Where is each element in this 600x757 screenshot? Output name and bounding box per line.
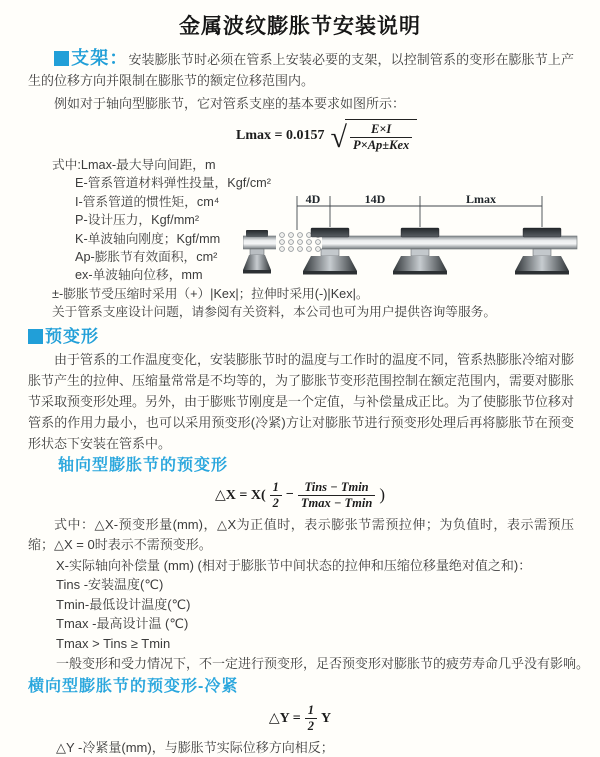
pipe-support-diagram xyxy=(243,190,598,295)
predeform-section-heading: 预变形 xyxy=(45,326,99,346)
section-marker-icon xyxy=(28,329,43,344)
dimension-label-4d: 4D xyxy=(305,192,321,206)
axial-parameter-line: Tmin-最低设计温度(℃) xyxy=(56,596,191,612)
page-title: 金属波纹膨胀节安装说明 xyxy=(179,15,421,38)
dimension-label-lmax: Lmax xyxy=(466,192,496,206)
lmax-fraction-numerator: E×I xyxy=(370,122,392,136)
lateral-formula-rhs: Y xyxy=(320,710,332,726)
definition-item: 式中:Lmax-最大导向间距，m xyxy=(52,158,216,172)
axial-parameter-line: Tins -安装温度(℃) xyxy=(56,577,164,593)
guide-support xyxy=(393,228,447,275)
guide-support xyxy=(515,228,569,275)
definition-item: I-管系管道的惯性矩，cm⁴ xyxy=(75,194,220,209)
radical-sign: √ xyxy=(330,121,347,154)
support-example-line: 例如对于轴向型膨胀节，它对管系支座的基本要求如图所示： xyxy=(54,96,406,111)
one-half-fraction: $\frac{1}{2}$ xyxy=(305,703,317,734)
lmax-fraction xyxy=(350,122,412,153)
axial-where-paragraph: 式中：△X-预变形量(mm)，△X为正值时，表示膨张节需预拉伸；为负值时，表示需预压缩；△X = 0时表示不需预变形。 xyxy=(28,516,574,552)
definition-item: P-设计压力，Kgf/mm² xyxy=(75,213,200,228)
lateral-formula-lhs: △Y = xyxy=(268,711,301,727)
axial-parameter-line: X-实际轴向补偿量 (mm) (相对于膨胀节中间状态的拉伸和压缩位移量绝对值之和)： xyxy=(56,557,532,573)
lmax-formula-lhs: Lmax = 0.0157 xyxy=(236,128,325,143)
definition-item: ex-单波轴向位移，mm xyxy=(75,268,203,283)
lateral-subsection-heading: 横向型膨胀节的预变形-冷紧 xyxy=(28,678,239,696)
dimension-label-14d: 14D xyxy=(364,192,386,206)
support-intro-paragraph xyxy=(28,48,574,91)
temperature-fraction: $\frac{\text{Tins − Tmin}}{Tmax - Tmin}$ xyxy=(298,480,375,511)
definition-item: E-管系管道材料弹性投量，Kgf/cm² xyxy=(75,176,271,191)
minus-sign: − xyxy=(285,487,294,503)
definition-item: K-单波轴向刚度；Kgf/mm xyxy=(75,231,221,246)
predeform-body-paragraph: 由于管系的工作温度变化，安装膨胀节时的温度与工作时的温度不同，管系热膨胀冷缩对膨胀节产生的拉伸、压缩量常常是不均等的，为了膨胀节变形范围控制在额定范围内，需要对膨胀节采取预变形处理。另外，由于膨账节刚度是一个定值，与补偿量成正比。为了使膨胀节位移对管系的作用力最小，也可以采用预变形(冷紧)方让对膨胀节进行预变形处理后再将膨胀节在预变形状态下安装在管系中。 xyxy=(28,351,575,451)
dimension-lines xyxy=(297,196,542,230)
lateral-predeform-formula xyxy=(0,703,600,734)
predeform-section-heading-row xyxy=(28,327,600,347)
axial-formula-rhs: ) xyxy=(379,485,385,505)
support-section-heading: 支架： xyxy=(71,48,129,68)
one-half-fraction: $\frac{1}{2}$ xyxy=(270,480,282,511)
lmax-formula xyxy=(236,119,417,153)
lmax-fraction-denominator: P×Ap±Kex xyxy=(350,137,412,153)
axial-parameter-line: Tmax > Tins ≥ Tmin xyxy=(56,636,171,652)
definition-item: ±-膨胀节受压缩时采用（+）|Kex|；拉伸时采用(-)|Kex|。 xyxy=(52,286,369,301)
section-marker-icon xyxy=(54,51,69,66)
axial-parameter-line: Tmax -最高设计温 (℃) xyxy=(56,616,189,632)
axial-parameter-line: 一般变形和受力情况下，不一定进行预变形，足否预变形对膨胀节的疲劳寿命几乎没有影响。 xyxy=(56,655,590,671)
definition-item: Ap-膨胀节有效面积，cm² xyxy=(75,250,218,265)
axial-subsection-heading: 轴向型膨胀节的预变形 xyxy=(58,456,229,474)
axial-parameter-list xyxy=(56,556,600,674)
definition-item: 关于管系支座设计问题，请参阅有关资料，本公司也可为用户提供咨询等服务。 xyxy=(52,305,497,320)
anchor-support xyxy=(243,230,271,274)
axial-formula-lhs: △X = X( xyxy=(214,487,266,503)
support-intro-text: 安装膨胀节时必须在管系上安装必要的支架，以控制管系的变形在膨胀节上产生的位移方向并限制在膨胀节的额定位移范围内。 xyxy=(28,52,574,88)
pipe-support-diagram-svg xyxy=(243,190,598,295)
axial-predeform-formula xyxy=(0,480,600,511)
radicand xyxy=(345,119,417,153)
lateral-note-line: △Y -冷紧量(mm)，与膨胀节实际位移方向相反； xyxy=(56,740,334,756)
